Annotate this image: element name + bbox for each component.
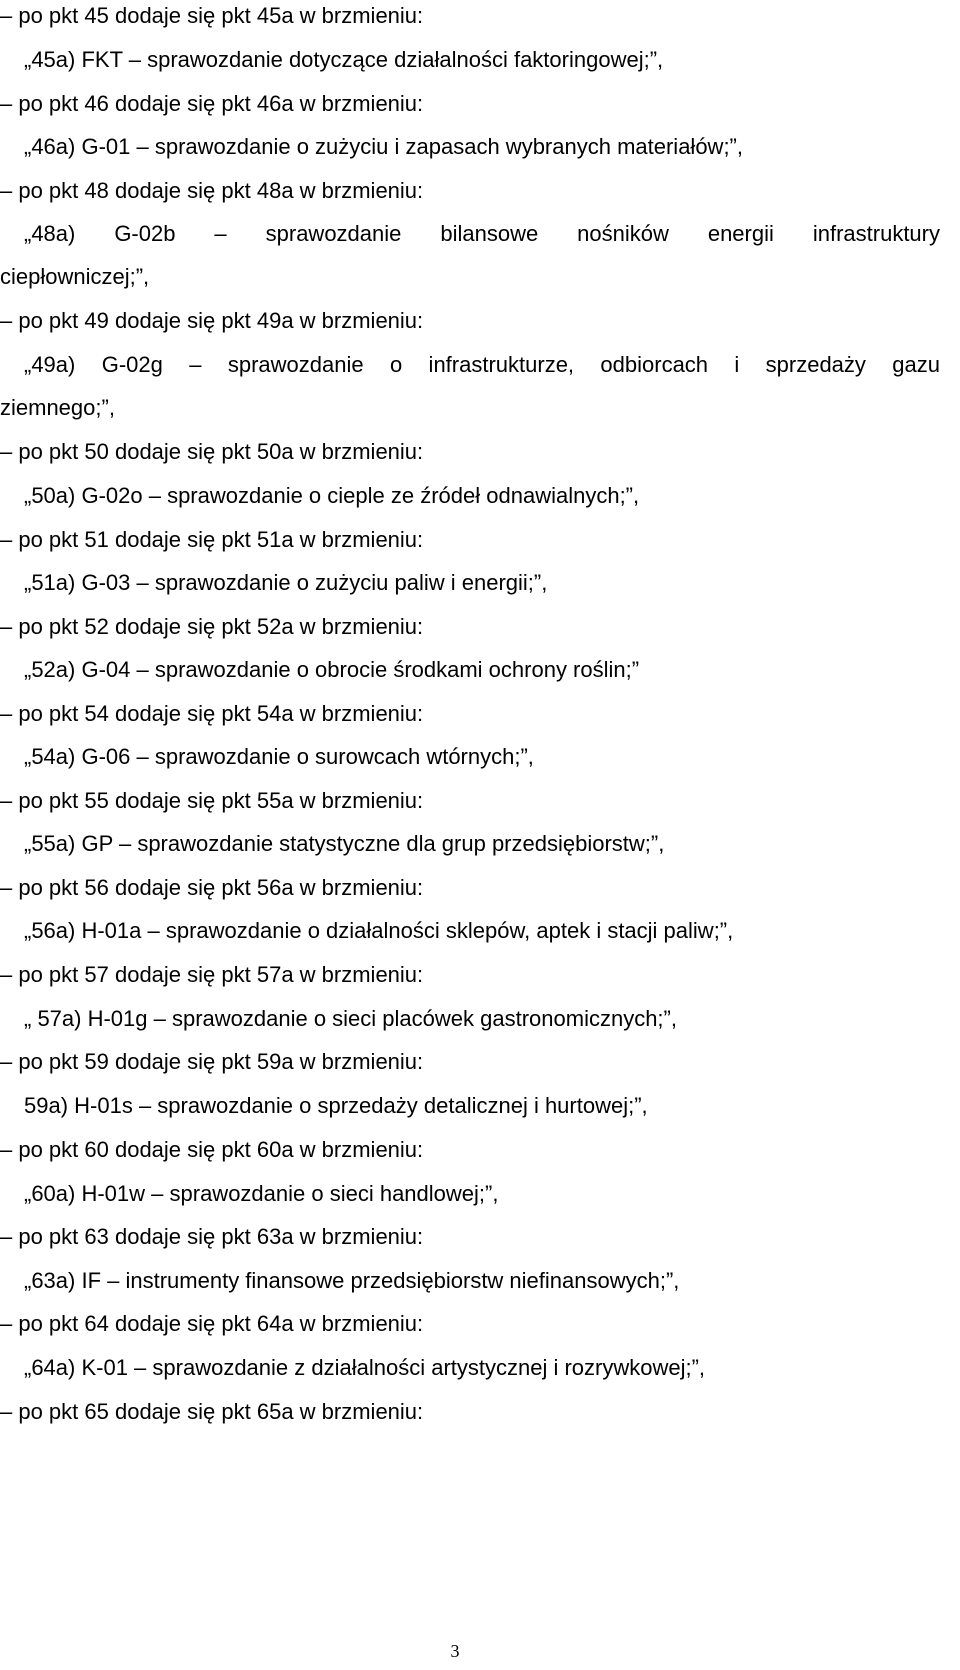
amendment-text-continued: ziemnego;”,	[0, 395, 115, 420]
amendment-text: „52a) G-04 – sprawozdanie o obrocie środkami ochrony roślin;”	[24, 657, 640, 682]
amendment-instruction: – po pkt 45 dodaje się pkt 45a w brzmieniu:	[0, 3, 424, 28]
amendment-text: „56a) H-01a – sprawozdanie o działalności sklepów, aptek i stacji paliw;”,	[24, 918, 734, 943]
amendment-text: „55a) GP – sprawozdanie statystyczne dla grup przedsiębiorstw;”,	[24, 831, 665, 856]
amendment-text: „54a) G-06 – sprawozdanie o surowcach wtórnych;”,	[24, 744, 534, 769]
amendment-instruction: – po pkt 52 dodaje się pkt 52a w brzmieniu:	[0, 614, 424, 639]
amendment-instruction: – po pkt 54 dodaje się pkt 54a w brzmieniu:	[0, 701, 424, 726]
page-number: 3	[450, 1641, 460, 1661]
amendment-instruction: – po pkt 49 dodaje się pkt 49a w brzmieniu:	[0, 308, 424, 333]
amendment-text: „46a) G-01 – sprawozdanie o zużyciu i zapasach wybranych materiałów;”,	[24, 134, 743, 159]
amendment-text: „50a) G-02o – sprawozdanie o cieple ze źródeł odnawialnych;”,	[24, 483, 640, 508]
amendment-instruction: – po pkt 64 dodaje się pkt 64a w brzmieniu:	[0, 1311, 424, 1336]
amendment-instruction: – po pkt 59 dodaje się pkt 59a w brzmieniu:	[0, 1049, 424, 1074]
amendment-text: „ 57a) H-01g – sprawozdanie o sieci placówek gastronomicznych;”,	[24, 1006, 677, 1031]
amendment-instruction: – po pkt 55 dodaje się pkt 55a w brzmieniu:	[0, 788, 424, 813]
amendment-instruction: – po pkt 65 dodaje się pkt 65a w brzmieniu:	[0, 1399, 424, 1424]
amendment-instruction: – po pkt 51 dodaje się pkt 51a w brzmieniu:	[0, 527, 424, 552]
amendment-text-continued: ciepłowniczej;”,	[0, 264, 150, 289]
amendment-text: „49a) G-02g – sprawozdanie o infrastrukturze, odbiorcach i sprzedaży gazu	[24, 352, 940, 377]
amendment-instruction: – po pkt 63 dodaje się pkt 63a w brzmieniu:	[0, 1224, 424, 1249]
amendment-instruction: – po pkt 56 dodaje się pkt 56a w brzmieniu:	[0, 875, 424, 900]
amendment-text: „51a) G-03 – sprawozdanie o zużyciu paliw i energii;”,	[24, 570, 548, 595]
amendment-text: 59a) H-01s – sprawozdanie o sprzedaży detalicznej i hurtowej;”,	[24, 1093, 648, 1118]
amendment-text: „48a) G-02b – sprawozdanie bilansowe nośników energii infrastruktury	[24, 221, 940, 246]
amendment-instruction: – po pkt 50 dodaje się pkt 50a w brzmieniu:	[0, 439, 424, 464]
amendment-text: „64a) K-01 – sprawozdanie z działalności artystycznej i rozrywkowej;”,	[24, 1355, 706, 1380]
amendment-instruction: – po pkt 57 dodaje się pkt 57a w brzmieniu:	[0, 962, 424, 987]
amendment-text: „60a) H-01w – sprawozdanie o sieci handlowej;”,	[24, 1181, 499, 1206]
amendment-instruction: – po pkt 60 dodaje się pkt 60a w brzmieniu:	[0, 1137, 424, 1162]
amendment-instruction: – po pkt 46 dodaje się pkt 46a w brzmieniu:	[0, 91, 424, 116]
amendment-text: „63a) IF – instrumenty finansowe przedsiębiorstw niefinansowych;”,	[24, 1268, 680, 1293]
amendment-text: „45a) FKT – sprawozdanie dotyczące działalności faktoringowej;”,	[24, 47, 664, 72]
amendment-instruction: – po pkt 48 dodaje się pkt 48a w brzmieniu:	[0, 178, 424, 203]
